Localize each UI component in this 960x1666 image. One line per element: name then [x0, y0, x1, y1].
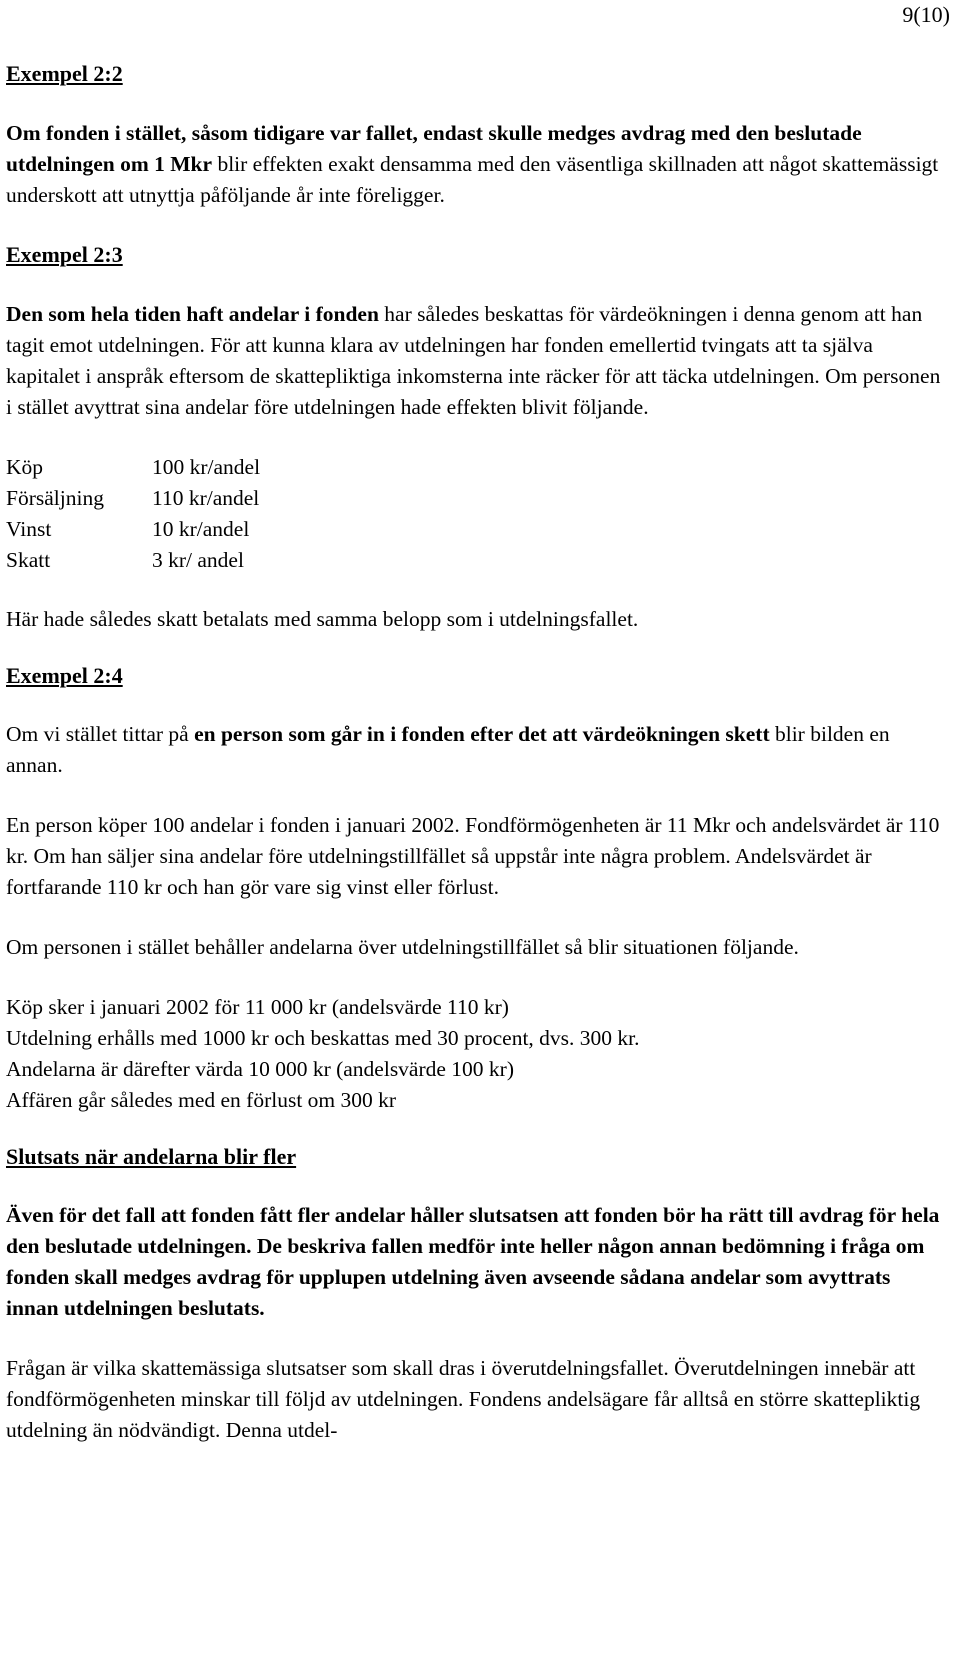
ex24-intro-start: Om vi stället tittar på — [6, 722, 195, 746]
ex22-bold-text: Om fonden i stället, såsom tidigare var fallet, endast skulle medges avdrag med den beslutade utdelningen om 1 Mkr — [6, 121, 862, 176]
row-value: 10 kr/andel — [152, 517, 250, 541]
list-item: Andelarna är därefter värda 10 000 kr (andelsvärde 100 kr) — [6, 1057, 515, 1081]
document-body — [6, 60, 946, 1446]
list-item: Köp sker i januari 2002 för 11 000 kr (andelsvärde 110 kr) — [6, 995, 509, 1019]
ex24-intro-end: blir bilden en annan. — [6, 722, 890, 777]
row-label: Köp — [6, 455, 44, 479]
row-value: 110 kr/andel — [152, 486, 260, 510]
row-label: Skatt — [6, 548, 51, 572]
sale-table — [6, 452, 260, 576]
calculation-lines — [6, 992, 946, 1116]
list-item: Utdelning erhålls med 1000 kr och beskattas med 30 procent, dvs. 300 kr. — [6, 1026, 640, 1050]
heading-exempel-2-2: Exempel 2:2 — [6, 61, 123, 86]
row-value: 3 kr/ andel — [152, 548, 244, 572]
paragraph-ex23 — [6, 299, 946, 423]
row-value: 100 kr/andel — [152, 455, 261, 479]
heading-slutsats: Slutsats när andelarna blir fler — [6, 1144, 297, 1169]
list-item: Affären går således med en förlust om 300 kr — [6, 1088, 397, 1112]
row-label: Försäljning — [6, 486, 104, 510]
table-row — [6, 514, 260, 545]
heading-exempel-2-4: Exempel 2:4 — [6, 663, 123, 688]
table-row — [6, 545, 260, 576]
table-row — [6, 483, 260, 514]
paragraph-overutdelning: Frågan är vilka skattemässiga slutsatser som skall dras i överutdelningsfallet. Överutdelningen innebär att fondförmögenheten minskar till följd av utdelningen. Fondens andelsägare får alltså en större skattepliktig utdelning än nödvändigt. Denna utdel- — [6, 1356, 921, 1442]
heading-exempel-2-3: Exempel 2:3 — [6, 242, 123, 267]
paragraph-ex24-intro — [6, 719, 946, 781]
ex22-text: blir effekten exakt densamma med den väsentliga skillnaden att något skattemässigt underskott att utnyttja påföljande år inte föreligger. — [6, 152, 939, 207]
ex23-bold-text: Den som hela tiden haft andelar i fonden — [6, 302, 379, 326]
paragraph-slutsats-bold: Även för det fall att fonden fått fler andelar håller slutsatsen att fonden bör ha rätt till avdrag för hela den beslutade utdelningen. De beskriva fallen medför inte heller någon annan bedömning i fråga om fonden skall medges avdrag för upplupen utdelning även avseende sådana andelar som avyttrats innan utdelningen beslutats. — [6, 1203, 940, 1320]
ex23-text: har således beskattas för värdeökningen i denna genom att han tagit emot utdelningen. För att kunna klara av utdelningen har fonden emellertid tvingats att ta själva kapitalet i anspråk eftersom de skattepliktiga inkomsterna inte räcker för att täcka utdelningen. Om personen i stället avyttrat sina andelar före utdelningen hade effekten blivit följande. — [6, 302, 941, 419]
table-row — [6, 452, 260, 483]
paragraph-ex22 — [6, 118, 946, 211]
paragraph-ex23-conclusion: Här hade således skatt betalats med samma belopp som i utdelningsfallet. — [6, 607, 639, 631]
row-label: Vinst — [6, 517, 52, 541]
paragraph-ex24-situation: Om personen i stället behåller andelarna över utdelningstillfället så blir situationen följande. — [6, 935, 799, 959]
ex24-intro-bold: en person som går in i fonden efter det att värdeökningen skett — [194, 722, 770, 746]
page-number: 9(10) — [902, 2, 950, 27]
paragraph-ex24-purchase: En person köper 100 andelar i fonden i januari 2002. Fondförmögenheten är 11 Mkr och andelsvärdet är 110 kr. Om han säljer sina andelar före utdelningstillfället så uppstår inte några problem. Andelsvärdet är fortfarande 110 kr och han gör vare sig vinst eller förlust. — [6, 813, 940, 899]
